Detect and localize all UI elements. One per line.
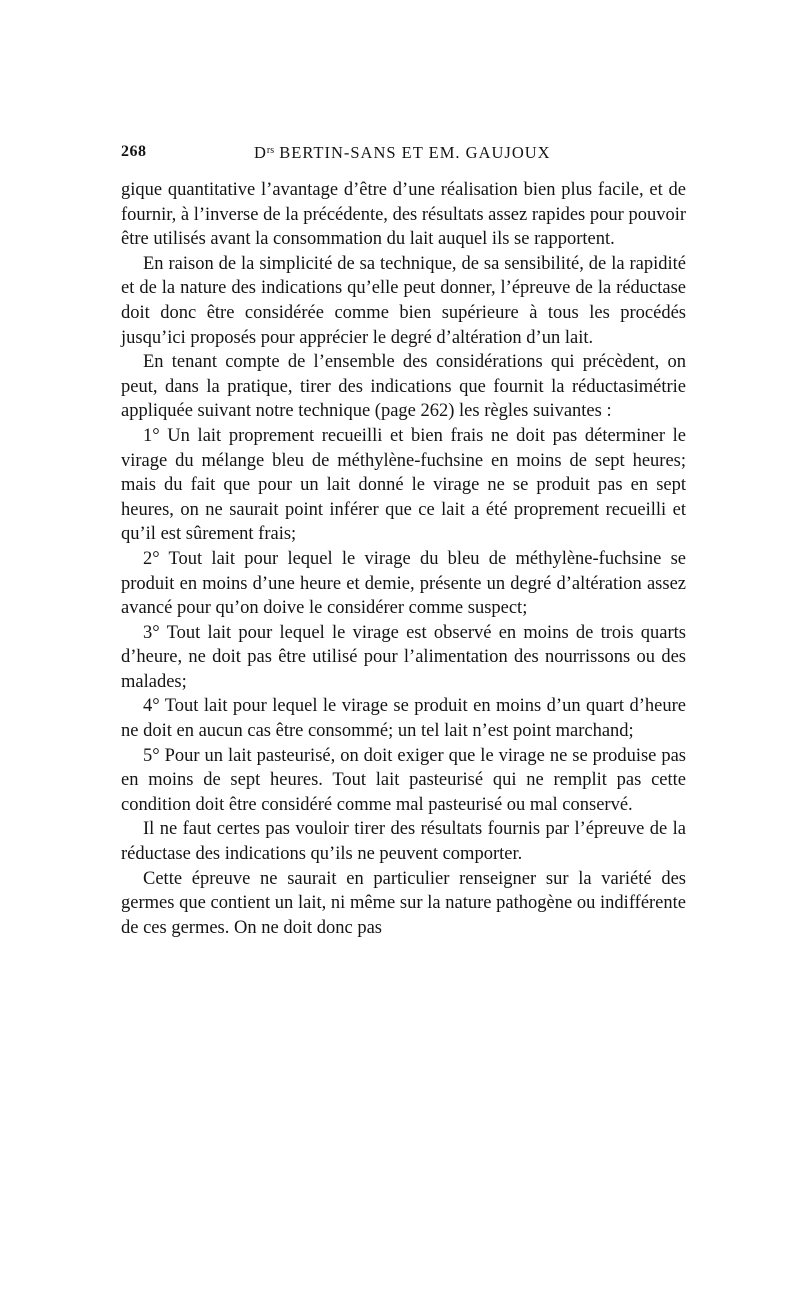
running-head [254,143,551,163]
rule-5: 5° Pour un lait pasteurisé, on doit exiger que le virage ne se produise pas en moins de sept heures. Tout lait pasteurisé qui ne remplit pas cette condition doit être considéré comme mal pasteurisé ou mal conservé. [121,745,686,815]
body-text [121,178,686,940]
rule-2: 2° Tout lait pour lequel le virage du bleu de méthylène-fuchsine se produit en moins d’une heure et demie, présente un degré d’altération assez avancé pour qu’on doive le considérer comme suspect; [121,548,686,619]
author-prefix-superscript: rs [266,145,275,156]
page-header [121,143,686,167]
rule-1: 1° Un lait proprement recueilli et bien frais ne doit pas déterminer le virage du mélange bleu de méthylène-fuchsine en moins de sept heures; mais du fait que pour un lait donné le virage ne se produit pas en sept heures, on ne saurait point inférer que ce lait a été proprement recueilli et qu’il est sûrement frais; [121,425,686,545]
page-number: 268 [121,143,147,160]
paragraph-limits: Il ne faut certes pas vouloir tirer des résultats fournis par l’épreuve de la réductase des indications qu’ils ne peuvent comporter. [121,819,686,865]
author-prefix: D [254,143,267,162]
rule-3: 3° Tout lait pour lequel le virage est observé en moins de trois quarts d’heure, ne doit pas être utilisé pour l’alimentation des nourrissons ou des malades; [121,622,686,692]
paragraph-germs: Cette épreuve ne saurait en particulier renseigner sur la variété des germes que contient un lait, ni même sur la nature pathogène ou indifférente de ces germes. On ne doit donc pas [121,868,686,938]
paragraph-reductase-superiority: En raison de la simplicité de sa technique, de sa sensibilité, de la rapidité et de la nature des indications qu’elle peut donner, l’épreuve de la réductase doit donc être considérée comme bien supérieure à tous les procédés jusqu’ici proposés pour apprécier le degré d’altération d’un lait. [121,253,686,348]
author-names: BERTIN-SANS ET EM. GAUJOUX [274,143,551,162]
rule-4: 4° Tout lait pour lequel le virage se produit en moins d’un quart d’heure ne doit en aucun cas être consommé; un tel lait n’est point marchand; [121,696,686,742]
paragraph-rules-intro: En tenant compte de l’ensemble des considérations qui précèdent, on peut, dans la pratique, tirer des indications que fournit la réductasimétrie appliquée suivant notre technique (page 262) les règles suivantes : [121,352,686,422]
paragraph-continuation: gique quantitative l’avantage d’être d’une réalisation bien plus facile, et de fournir, à l’inverse de la précédente, des résultats assez rapides pour pouvoir être utilisés avant la consommation du lait auquel ils se rapportent. [121,180,686,250]
